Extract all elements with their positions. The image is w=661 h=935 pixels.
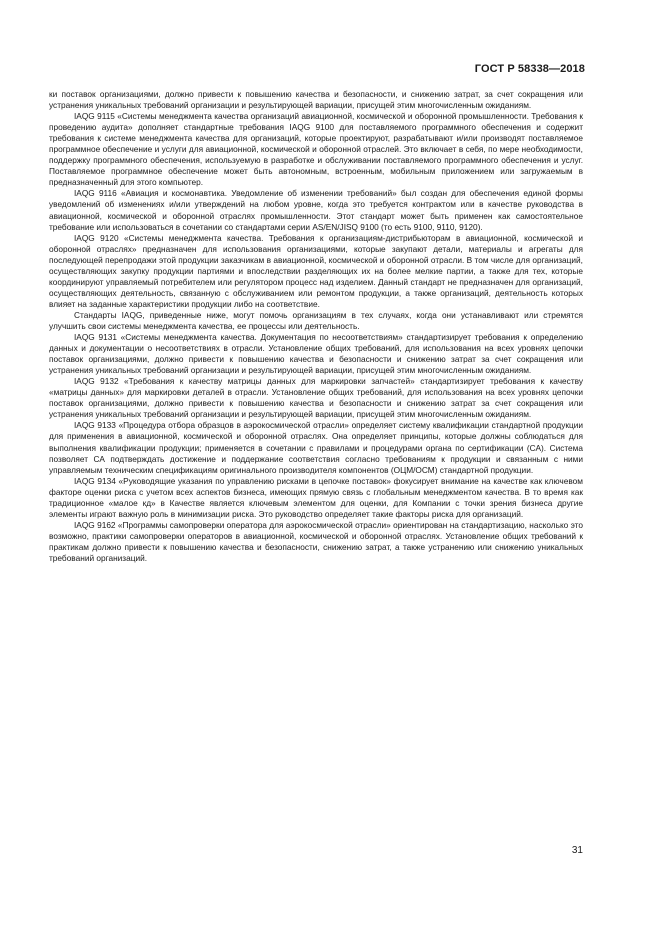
paragraph-iaqg-9133: IAQG 9133 «Процедура отбора образцов в аэрокосмической отрасли» определяет систему квалификации стандартной продукции для применения в авиационной, космической и оборонной отраслях. Она определяет принципы, которые должны соблюдаться для выполнения квалификации продукции; применяется в сочетании с правилами и процедурами органа по сертификации (СА). Система позволяет СА подтверждать достижение и поддержание соответствия согласно требованиям к продукции и связанным с ними управляемым техническим спецификациям оригинального производителя компонентов (ОЦМ/ОСМ) стандартной продукции. <box>49 420 583 475</box>
paragraph-iaqg-9120: IAQG 9120 «Системы менеджмента качества. Требования к организациям-дистрибьюторам в авиационной, космической и оборонной отраслях» предназначен для использования организациями, которые закупают детали, материалы и агрегаты для последующей перепродажи этой продукции заказчикам в авиационной, космической и оборонной отрасли. В том числе для организаций, осуществляющих закупку продукции партиями и впоследствии разделяющих их на более мелкие партии, а также для тех, которые координируют управляемый потребителем или регулятором процесс над изделием. Данный стандарт не предназначен для организаций, осуществляющих деятельность, связанную с обслуживанием или ремонтом продукции, а также организаций, деятельность которых влияет на заданные характеристики продукции либо на соответствие. <box>49 232 583 309</box>
paragraph-iaqg-9162: IAQG 9162 «Программы самопроверки оператора для аэрокосмической отрасли» ориентирован на стандартизацию, насколько это возможно, практики самопроверки операторов в авиационной, космической и оборонной отраслях. Установление общих требований к практикам должно привести к повышению качества и безопасности, снижению затрат, а также устранению или снижению уникальных требований организаций. <box>49 519 583 563</box>
document-standard-header: ГОСТ Р 58338—2018 <box>474 63 585 75</box>
paragraph-iaqg-intro: Стандарты IAQG, приведенные ниже, могут помочь организациям в тех случаях, когда они устанавливают или стремятся улучшить свои системы менеджмента качества, ее процессы или деятельность. <box>49 309 583 331</box>
paragraph-iaqg-9116: IAQG 9116 «Авиация и космонавтика. Уведомление об изменении требований» был создан для обеспечения единой формы уведомлений об изменениях и/или утверждений на любом уровне, когда это требуется контрактом или в качестве руководства в авиационной, космической и оборонной отраслях промышленности. Этот стандарт может быть применен как самостоятельное требование или использоваться в сочетании со стандартами серии AS/EN/JISQ 9100 (то есть 9100, 9110, 9120). <box>49 188 583 232</box>
paragraph-iaqg-9132: IAQG 9132 «Требования к качеству матрицы данных для маркировки запчастей» стандартизирует требования к качеству «матрицы данных» для маркировки деталей в отрасли. Установление общих требований, для использования на всех уровнях цепочки поставок организациями, должно привести к повышению качества и безопасности и снижению затрат за счет сокращения или устранения уникальных требований организации и результирующей вариации, присущей этим многочисленным ожиданиям. <box>49 376 583 420</box>
document-body <box>49 89 583 564</box>
paragraph-iaqg-9131: IAQG 9131 «Системы менеджмента качества. Документация по несоответствиям» стандартизирует требования к определению данных и документации о несоответствиях в отрасли. Установление общих требований, для использования на всех уровнях цепочки поставок организациями, должно привести к повышению качества и безопасности и снижению затрат за счет сокращения или устранения уникальных требований организации и результирующей вариации, присущей этим многочисленным ожиданиям. <box>49 332 583 376</box>
paragraph-iaqg-9115: IAQG 9115 «Системы менеджмента качества организаций авиационной, космической и оборонной промышленности. Требования к проведению аудита» дополняет стандартные требования IAQG 9100 для поставляемого программного обеспечения и содержит требования к системе менеджмента качества для организаций, которые проектируют, разрабатывают и/или производят поставляемое программное обеспечение и услуги для авиационной, космической и оборонной отраслей. Это включает в себя, по мере необходимости, поддержку программного обеспечения, используемую в разработке и обслуживании поставляемого программного обеспечения и услуг. Поставляемое программное обеспечение может быть автономным, встроенным, мобильным приложением или загружаемым в предназначенный для этого компьютер. <box>49 111 583 188</box>
paragraph-iaqg-9134: IAQG 9134 «Руководящие указания по управлению рисками в цепочке поставок» фокусирует внимание на качестве как ключевом факторе оценки риска с учетом всех аспектов бизнеса, имеющих прямую связь с глобальным менеджментом качества. В то время как традиционное «малое кд» в Качестве является ключевым элементом для оценки, для Компании с точки зрения бизнеса другие элементы играют важную роль в минимизации риска. Это руководство определяет такие факторы риска для организаций. <box>49 475 583 519</box>
paragraph-continuation: ки поставок организациями, должно привести к повышению качества и безопасности, и снижению затрат, за счет сокращения или устранения уникальных требований организации и результирующей вариации, присущей этим многочисленным ожиданиям. <box>49 89 583 111</box>
page-number: 31 <box>571 845 583 856</box>
